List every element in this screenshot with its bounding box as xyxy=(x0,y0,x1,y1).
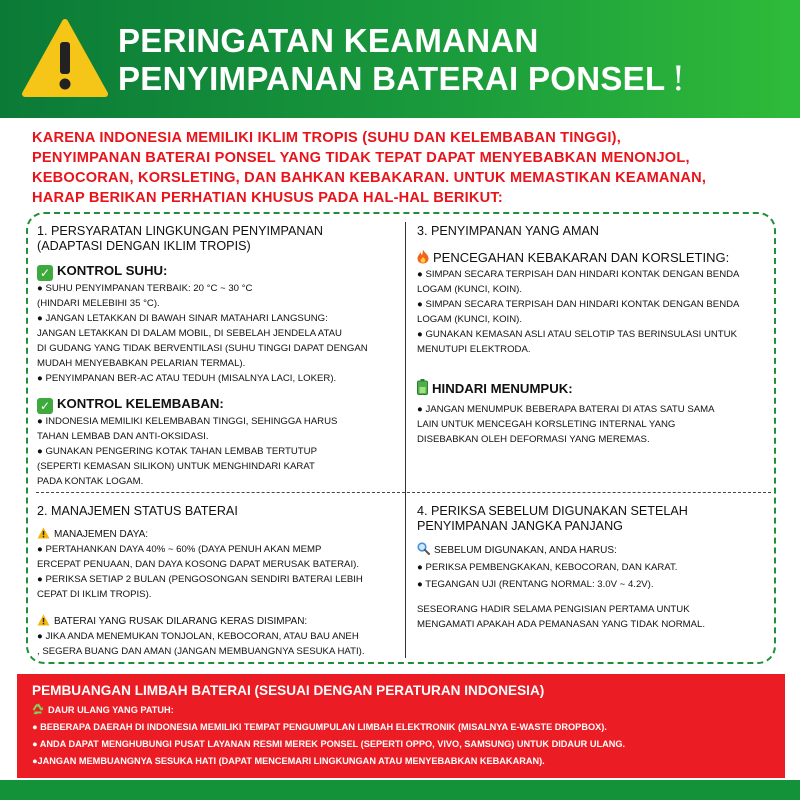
section-safe-storage xyxy=(417,224,767,447)
heading-text: SEBELUM DIGUNAKAN, ANDA HARUS: xyxy=(434,545,617,556)
section-title-line: 4. PERIKSA SEBELUM DIGUNAKAN SETELAH xyxy=(417,504,688,518)
before-use-heading xyxy=(417,542,767,558)
bottom-bar xyxy=(0,780,800,800)
power-list xyxy=(37,542,403,602)
magnifier-icon xyxy=(417,542,430,555)
title-line-2-text: PENYIMPANAN BATERAI PONSEL xyxy=(118,60,666,97)
damaged-list xyxy=(37,629,403,659)
list-item: ● SIMPAN SECARA TERPISAH DAN HINDARI KONTAK DENGAN BENDA xyxy=(417,269,740,280)
list-item: MUDAH MENYEBABKAN PELARIAN TERMAL). xyxy=(37,358,246,369)
heading-text: KONTROL SUHU: xyxy=(57,263,168,278)
vertical-divider xyxy=(405,222,406,658)
fire-list xyxy=(417,267,767,357)
title-line-1: PERINGATAN KEAMANAN xyxy=(118,22,539,59)
list-item: ● JIKA ANDA MENEMUKAN TONJOLAN, KEBOCORAN, ATAU BAU ANEH xyxy=(37,631,359,642)
heading-text: KONTROL KELEMBABAN: xyxy=(57,396,224,411)
warning-triangle-icon xyxy=(22,18,108,98)
horizontal-divider xyxy=(36,492,771,493)
stacking-heading xyxy=(417,379,767,398)
section-title xyxy=(417,504,767,534)
warning-small-icon xyxy=(37,614,50,626)
list-item: (SEPERTI KEMASAN SILIKON) UNTUK MENGHINDARI KARAT xyxy=(37,461,315,472)
green-check-icon: ✓ xyxy=(37,398,53,414)
section-title-line: (ADAPTASI DENGAN IKLIM TROPIS) xyxy=(37,239,251,253)
power-heading xyxy=(37,527,403,542)
section-title: 2. MANAJEMEN STATUS BATERAI xyxy=(37,504,238,518)
section-pre-use-check xyxy=(417,504,767,632)
heading-text: BATERAI YANG RUSAK DILARANG KERAS DISIMPAN: xyxy=(54,616,308,627)
before-use-list xyxy=(417,560,767,592)
fire-prevention-heading xyxy=(417,249,767,267)
intro-text xyxy=(32,128,782,208)
section-title: 3. PENYIMPANAN YANG AMAN xyxy=(417,224,599,238)
list-item: ● GUNAKAN KEMASAN ASLI ATAU SELOTIP TAS BERINSULASI UNTUK xyxy=(417,329,737,340)
list-item: ● JANGAN LETAKKAN DI BAWAH SINAR MATAHARI LANGSUNG: xyxy=(37,313,328,324)
list-item: MENUTUPI ELEKTRODA. xyxy=(417,344,531,355)
list-item: ● PERTAHANKAN DAYA 40% ~ 60% (DAYA PENUH AKAN MEMP xyxy=(37,544,322,555)
section-storage-environment xyxy=(37,224,403,489)
humidity-list xyxy=(37,414,403,489)
list-item: PADA KONTAK LOGAM. xyxy=(37,476,144,487)
disposal-title: PEMBUANGAN LIMBAH BATERAI (SESUAI DENGAN PERATURAN INDONESIA) xyxy=(32,683,545,698)
list-item: LOGAM (KUNCI, KOIN). xyxy=(417,284,523,295)
recycle-icon xyxy=(32,703,44,715)
list-item: ● INDONESIA MEMILIKI KELEMBABAN TINGGI, SEHINGGA HARUS xyxy=(37,416,338,427)
green-check-icon: ✓ xyxy=(37,265,53,281)
intro-line: KEBOCORAN, KORSLETING, DAN BAHKAN KEBAKARAN. UNTUK MEMASTIKAN KEAMANAN, xyxy=(32,170,707,186)
list-item: (HINDARI MELEBIHI 35 °C). xyxy=(37,298,160,309)
section-title xyxy=(37,224,403,254)
list-item: DI GUDANG YANG TIDAK BERVENTILASI (SUHU TINGGI DAPAT DENGAN xyxy=(37,343,368,354)
list-item: CEPAT DI IKLIM TROPIS). xyxy=(37,589,152,600)
sub-heading-text: DAUR ULANG YANG PATUH: xyxy=(48,705,174,715)
list-item: ● PERIKSA PEMBENGKAKAN, KEBOCORAN, DAN KARAT. xyxy=(417,562,678,573)
list-item: LOGAM (KUNCI, KOIN). xyxy=(417,314,523,325)
list-item: ● JANGAN MENUMPUK BEBERAPA BATERAI DI ATAS SATU SAMA xyxy=(417,404,715,415)
list-item: DISEBABKAN OLEH DEFORMASI YANG MEREMAS. xyxy=(417,434,650,445)
list-item: ● PERIKSA SETIAP 2 BULAN (PENGOSONGAN SENDIRI BATERAI LEBIH xyxy=(37,574,363,585)
title-exclamation: ! xyxy=(671,59,686,99)
note-line: SESEORANG HADIR SELAMA PENGISIAN PERTAMA UNTUK xyxy=(417,604,690,615)
heading-text: MANAJEMEN DAYA: xyxy=(54,529,149,540)
warning-small-icon xyxy=(37,527,50,539)
battery-icon xyxy=(417,379,428,395)
list-item: ● TEGANGAN UJI (RENTANG NORMAL: 3.0V ~ 4.2V). xyxy=(417,579,654,590)
disposal-list xyxy=(32,702,625,770)
list-item: ● PENYIMPANAN BER-AC ATAU TEDUH (MISALNYA LACI, LOKER). xyxy=(37,373,337,384)
intro-line: PENYIMPANAN BATERAI PONSEL YANG TIDAK TEPAT DAPAT MENYEBABKAN MENONJOL, xyxy=(32,150,690,166)
list-item: JANGAN LETAKKAN DI DALAM MOBIL, DI SEBELAH JENDELA ATAU xyxy=(37,328,342,339)
heading-text: HINDARI MENUMPUK: xyxy=(432,381,573,396)
disposal-item: ● BEBERAPA DAERAH DI INDONESIA MEMILIKI TEMPAT PENGUMPULAN LIMBAH ELEKTRONIK (MISALNYA E-WASTE DROPBOX). xyxy=(32,722,607,732)
list-item: ● SUHU PENYIMPANAN TERBAIK: 20 °C ~ 30 °C xyxy=(37,283,253,294)
list-item: ● SIMPAN SECARA TERPISAH DAN HINDARI KONTAK DENGAN BENDA xyxy=(417,299,740,310)
fire-icon xyxy=(417,249,429,264)
page-title xyxy=(118,22,685,98)
list-item: ERCEPAT PENUAAN, DAN DAYA KOSONG DAPAT MERUSAK BATERAI). xyxy=(37,559,359,570)
temperature-list xyxy=(37,281,403,386)
section-battery-status xyxy=(37,504,403,659)
first-charge-note xyxy=(417,602,767,632)
disposal-sub-heading xyxy=(32,702,625,719)
list-item: TAHAN LEMBAB DAN ANTI-OKSIDASI. xyxy=(37,431,209,442)
intro-line: KARENA INDONESIA MEMILIKI IKLIM TROPIS (SUHU DAN KELEMBABAN TINGGI), xyxy=(32,130,621,146)
heading-text: PENCEGAHAN KEBAKARAN DAN KORSLETING: xyxy=(433,250,730,265)
list-item: , SEGERA BUANG DAN AMAN (JANGAN MEMBUANGNYA SESUKA HATI). xyxy=(37,646,365,657)
humidity-heading xyxy=(37,395,403,414)
disposal-item: ● ANDA DAPAT MENGHUBUNGI PUSAT LAYANAN RESMI MEREK PONSEL (SEPERTI OPPO, VIVO, SAMSUNG) UNTUK DIDAUR ULANG. xyxy=(32,739,626,749)
list-item: ● GUNAKAN PENGERING KOTAK TAHAN LEMBAB TERTUTUP xyxy=(37,446,317,457)
intro-line: HARAP BERIKAN PERHATIAN KHUSUS PADA HAL-HAL BERIKUT: xyxy=(32,190,503,206)
temperature-heading xyxy=(37,262,403,281)
section-title-line: PENYIMPANAN JANGKA PANJANG xyxy=(417,519,623,533)
title-line-2 xyxy=(118,60,685,98)
damaged-battery-heading xyxy=(37,614,403,629)
note-line: MENGAMATI APAKAH ADA PEMANASAN YANG TIDAK NORMAL. xyxy=(417,619,706,630)
list-item: LAIN UNTUK MENCEGAH KORSLETING INTERNAL YANG xyxy=(417,419,676,430)
disposal-item: ●JANGAN MEMBUANGNYA SESUKA HATI (DAPAT MENCEMARI LINGKUNGAN ATAU MENYEBABKAN KEBAKARAN). xyxy=(32,756,545,766)
stacking-list xyxy=(417,402,767,447)
section-title-line: 1. PERSYARATAN LINGKUNGAN PENYIMPANAN xyxy=(37,224,323,238)
